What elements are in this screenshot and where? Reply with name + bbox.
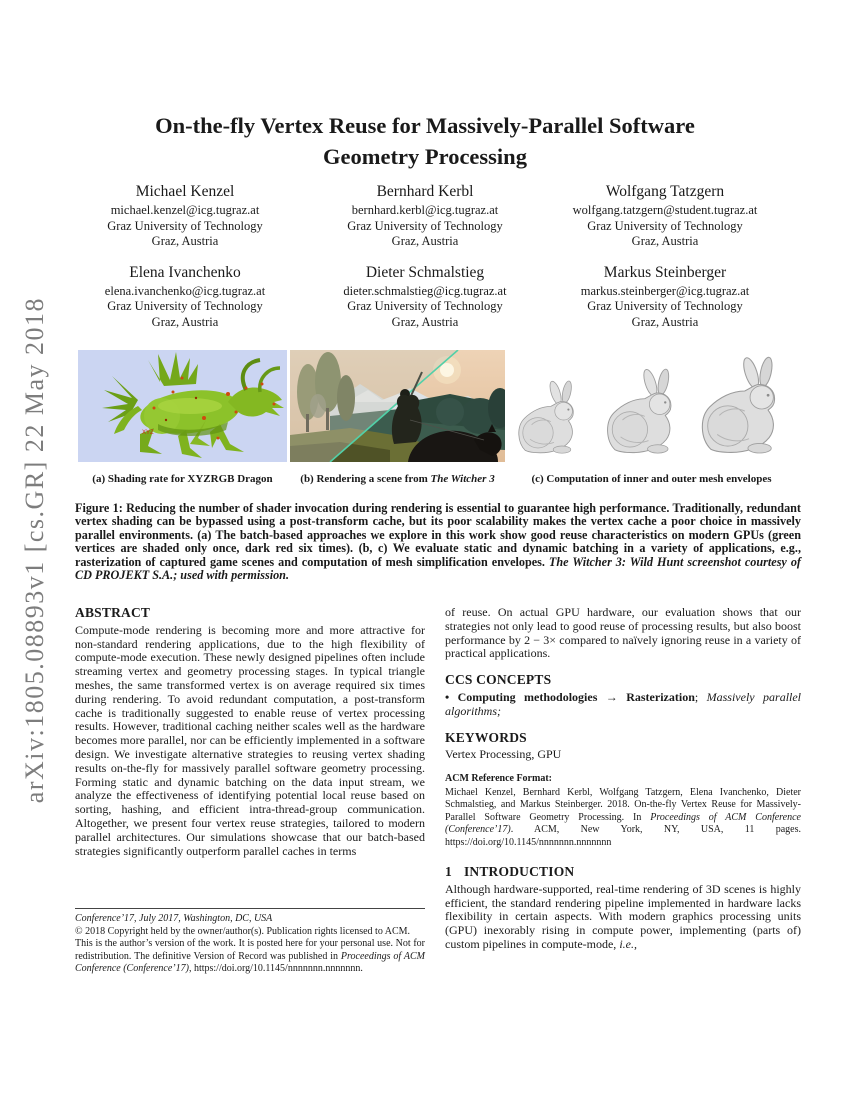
- figure-1c: [508, 350, 795, 486]
- author-affiliation: Graz University of Technology: [587, 299, 743, 313]
- author-block: [65, 182, 785, 330]
- ccs-heading: CCS CONCEPTS: [445, 672, 552, 688]
- author-name: Dieter Schmalstieg: [365, 263, 485, 281]
- author-name: Michael Kenzel: [135, 183, 235, 200]
- copyright-footnote: [75, 908, 425, 976]
- figure-1: [78, 350, 795, 486]
- footnote-venue: Conference’17, July 2017, Washington, DC, USA: [75, 913, 273, 924]
- author-card: [65, 182, 305, 250]
- author-email: markus.steinberger@icg.tugraz.at: [580, 283, 750, 298]
- author-location: Graz, Austria: [391, 234, 459, 248]
- page-title-line2: Geometry Processing: [323, 144, 527, 169]
- abstract-heading: ABSTRACT: [75, 605, 151, 620]
- ccs-concepts-text: • Computing methodologies → Rasterization; Massively parallel algorithms;: [445, 689, 802, 718]
- keywords-heading: KEYWORDS: [445, 729, 527, 745]
- author-name: Wolfgang Tatzgern: [605, 183, 725, 200]
- author-affiliation: Graz University of Technology: [107, 218, 263, 233]
- acm-ref-heading: ACM Reference Format:: [445, 773, 552, 785]
- keywords-text: Vertex Processing, GPU: [445, 747, 562, 762]
- author-location: Graz, Austria: [151, 234, 219, 248]
- author-name: Elena Ivanchenko: [129, 263, 241, 281]
- introduction-text: Although hardware-supported, real-time rendering of 3D scenes is highly efficient, the standard rendering pipeline implemented in hardware lacks flexibility in certain aspects. With modern graphics processing units (GPU) inexorably rising in compute power, implementing (parts of) custom pipelines in compute-mode, i.e.,: [445, 881, 801, 951]
- figure-1a: [78, 350, 287, 486]
- author-card: [305, 263, 545, 331]
- author-location: Graz, Austria: [151, 314, 219, 329]
- dragon-xyz-label: XYZ: [142, 430, 154, 436]
- abstract-text: Compute-mode rendering is becoming more and more attractive for non-standard rendering applications, due to the high flexibility of compute-mode execution. These newly designed pipelines often include streaming vertex and geometry processing stages. In typical triangle meshes, the same transformed vertex is on average required six times during rendering. To avoid redundant computation, a post-transform cache is traditionally suggested to enable reuse of vertex processing results. However, traditional caching neither scales well as the hardware becomes more parallel, nor can be efficiently implemented in a software design. We investigate alternative strategies to reusing vertex shading results on-the-fly for massively parallel software geometry processing. Forming static and dynamic batching on the data input stream, we analyze the effectiveness of identifying potential local reuse based on sorting, hashing, and efficient intra-thread-group communication. Altogether, we present four vertex reuse strategies, tailored to modern parallel architectures. Our simulations showcase that our batch-based strategies significantly outperform parallel caches in terms: [75, 622, 425, 858]
- footnote-copyright: © 2018 Copyright held by the owner/author(s). Publication rights licensed to ACM.: [75, 925, 411, 937]
- subcaption-a: (a) Shading rate for XYZRGB Dragon: [92, 473, 273, 485]
- author-affiliation: Graz University of Technology: [587, 218, 743, 233]
- subcaption-c: (c) Computation of inner and outer mesh envelopes: [531, 473, 772, 485]
- right-column: [445, 606, 801, 952]
- author-email: michael.kenzel@icg.tugraz.at: [110, 203, 260, 217]
- author-card: [545, 182, 785, 250]
- page-title-line1: On-the-fly Vertex Reuse for Massively-Parallel Software: [155, 113, 695, 138]
- figure-caption: [75, 502, 801, 582]
- author-location: Graz, Austria: [391, 314, 459, 329]
- author-email: dieter.schmalstieg@icg.tugraz.at: [343, 283, 507, 298]
- figure-caption-main: Figure 1: Reducing the number of shader invocation during rendering is essential to guarantee high performance. Traditionally, redundant vertex shading can be bypassed using a post-transform cache, but its poor scalability makes the vertex cache a poor choice in massively parallel environments. (a) The batch-based approaches we explore in this work show good reuse characteristics on modern GPUs (green vertices are shaded only once, dark red six times). (b, c) We evaluate static and dynamic batching in a variety of applications, e.g., rasterization of captured game scenes and computation of mesh simplification envelopes.: [75, 501, 801, 569]
- footnote-rule: [75, 908, 425, 909]
- bunnies-image: [508, 350, 795, 462]
- author-affiliation: Graz University of Technology: [107, 299, 263, 313]
- acm-ref-text: Michael Kenzel, Bernhard Kerbl, Wolfgang Tatzgern, Elena Ivanchenko, Dieter Schmalstieg, and Markus Steinberger. 2018. On-the-fly Vertex Reuse for Massively-Parallel Software Geometry Processing. In Proceedings of ACM Conference (Conference’17). ACM, New York, NY, USA, 11 pages. https://doi.org/10.1145/nnnnnnn.nnnnnnn: [445, 786, 801, 848]
- author-email: elena.ivanchenko@icg.tugraz.at: [104, 283, 266, 298]
- left-column: [75, 606, 425, 858]
- author-email: bernhard.kerbl@icg.tugraz.at: [351, 203, 499, 217]
- page-title: [60, 110, 790, 172]
- author-affiliation: Graz University of Technology: [347, 299, 503, 313]
- author-card: [65, 263, 305, 331]
- abstract-continuation: of reuse. On actual GPU hardware, our evaluation shows that our strategies not only lead to good reuse of processing results, but also boost performance by 2 − 3× compared to naïvely ignoring reuse in a variety of practical applications.: [445, 605, 801, 661]
- author-card: [305, 182, 545, 250]
- subcaption-b: (b) Rendering a scene from The Witcher 3: [300, 473, 495, 485]
- author-location: Graz, Austria: [631, 314, 699, 329]
- author-name: Markus Steinberger: [603, 263, 727, 281]
- figure-caption-credit: The Witcher 3: Wild Hunt screenshot courtesy of CD PROJEKT S.A.; used with permission.: [75, 554, 801, 583]
- arxiv-stamp: [12, 265, 58, 835]
- author-email: wolfgang.tatzgern@student.tugraz.at: [572, 203, 758, 217]
- arxiv-stamp-text: arXiv:1805.08893v1 [cs.GR] 22 May 2018: [20, 296, 49, 804]
- figure-1b: [290, 350, 505, 486]
- sun: [440, 363, 454, 377]
- author-affiliation: Graz University of Technology: [347, 218, 503, 233]
- author-location: Graz, Austria: [631, 234, 699, 248]
- footnote-note: This is the author’s version of the work. It is posted here for your personal use. Not for redistribution. The definitive Version of Record was published in Proceedings of ACM Conference (Conference’17), https://doi.org/10.1145/nnnnnnn.nnnnnnn.: [75, 938, 425, 974]
- dragon-image: [78, 350, 287, 462]
- witcher-image: [290, 350, 505, 462]
- introduction-heading: 1 INTRODUCTION: [445, 864, 575, 879]
- author-name: Bernhard Kerbl: [376, 183, 474, 200]
- author-card: [545, 263, 785, 331]
